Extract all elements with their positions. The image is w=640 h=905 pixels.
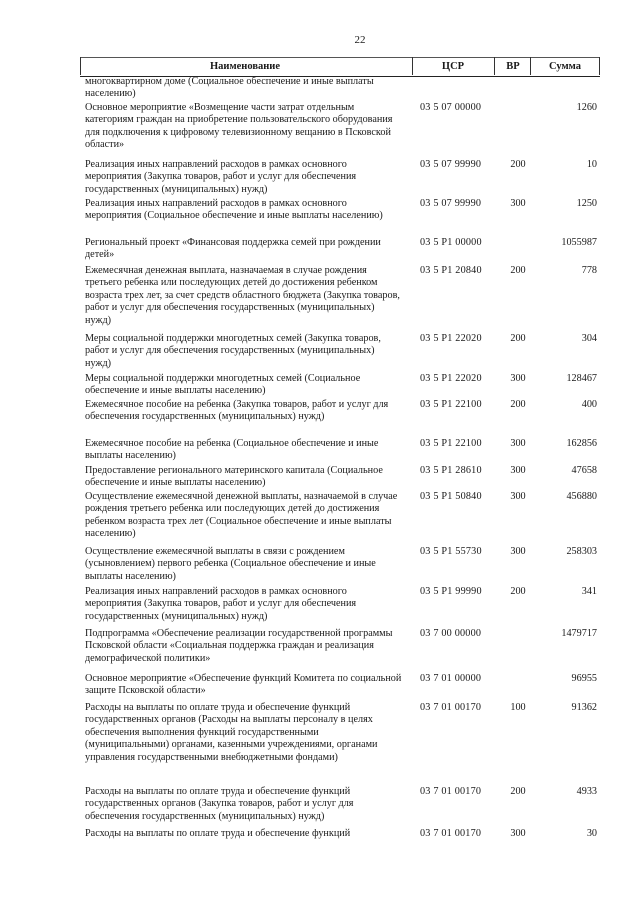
row-csr: 03 7 01 00170 xyxy=(420,786,482,797)
row-name: Реализация иных направлений расходов в рамках основного мероприятия (Закупка товаров, работ и услуг для обеспечения государственных (муниципальных) нужд) xyxy=(85,159,357,195)
row-name: Подпрограмма «Обеспечение реализации государственной программы Псковской области «Социальная поддержка граждан и реализация демографической политики» xyxy=(85,628,393,664)
row-name: Основное мероприятие «Возмещение части затрат отдельным категориям граждан на приобретение пользовательского оборудования для подключения к цифровому телевизионному вещанию в Псковской области» xyxy=(85,102,393,151)
row-csr: 03 5 07 99990 xyxy=(420,159,482,170)
row-csr: 03 5 07 99990 xyxy=(420,198,482,209)
row-csr: 03 7 01 00170 xyxy=(420,702,482,713)
row-vr: 300 xyxy=(510,465,526,476)
row-name: Ежемесячное пособие на ребенка (Социальное обеспечение и иные выплаты населению) xyxy=(85,438,379,462)
header-divider xyxy=(530,57,531,75)
row-sum: 456880 xyxy=(566,491,597,502)
row-csr: 03 5 P1 00000 xyxy=(420,237,482,248)
row-name: Расходы на выплаты по оплате труда и обеспечение функций государственных органов (Расходы на выплаты персоналу в целях обеспечения выполнения функций государственными (муниципальными) органами, казенными учреждениями, органами управления государственными внебюджетными фондами) xyxy=(85,702,378,763)
row-name: Осуществление ежемесячной денежной выплаты, назначаемой в случае рождения третьего ребенка или последующих детей до достижения ребенком возраста трех лет (Социальное обеспечение и иные выплаты населению) xyxy=(85,491,398,540)
row-csr: 03 7 00 00000 xyxy=(420,628,482,639)
row-name: Предоставление регионального материнского капитала (Социальное обеспечение и иные выплаты населению) xyxy=(85,465,383,489)
row-sum: 30 xyxy=(586,828,597,839)
row-vr: 300 xyxy=(510,438,526,449)
row-csr: 03 7 01 00000 xyxy=(420,673,482,684)
row-name: Ежемесячная денежная выплата, назначаемая в случае рождения третьего ребенка или последующих детей до достижения ребенком возраста трех лет, за счет средств областного бюджета (Закупка товаров, работ и услуг для обеспечения государственных (муниципальных) нужд) xyxy=(85,265,400,326)
row-name: Осуществление ежемесячной выплаты в связи с рождением (усыновлением) первого ребенка (Социальное обеспечение и иные выплаты населению) xyxy=(85,546,376,582)
header-sum: Сумма xyxy=(549,61,581,72)
header-divider xyxy=(494,57,495,75)
row-name: Расходы на выплаты по оплате труда и обеспечение функций xyxy=(85,828,351,839)
header-divider xyxy=(599,57,600,75)
row-csr: 03 5 P1 28610 xyxy=(420,465,482,476)
header-name: Наименование xyxy=(210,61,280,72)
row-name: Основное мероприятие «Обеспечение функций Комитета по социальной защите Псковской области» xyxy=(85,673,402,697)
row-csr: 03 5 P1 22020 xyxy=(420,373,482,384)
row-vr: 200 xyxy=(510,333,526,344)
row-sum: 304 xyxy=(581,333,597,344)
row-sum: 4933 xyxy=(576,786,597,797)
row-csr: 03 5 P1 55730 xyxy=(420,546,482,557)
row-sum: 1479717 xyxy=(561,628,597,639)
header-divider xyxy=(412,57,413,75)
row-sum: 258303 xyxy=(566,546,597,557)
row-sum: 162856 xyxy=(566,438,597,449)
row-csr: 03 7 01 00170 xyxy=(420,828,482,839)
row-name: многоквартирном доме (Социальное обеспечение и иные выплаты населению) xyxy=(85,76,374,100)
row-vr: 300 xyxy=(510,373,526,384)
row-sum: 10 xyxy=(586,159,597,170)
header-divider xyxy=(80,57,81,75)
row-csr: 03 5 07 00000 xyxy=(420,102,482,113)
row-sum: 47658 xyxy=(571,465,597,476)
row-vr: 200 xyxy=(510,786,526,797)
table-header xyxy=(80,57,600,77)
row-sum: 400 xyxy=(581,399,597,410)
row-sum: 1250 xyxy=(576,198,597,209)
row-name: Расходы на выплаты по оплате труда и обеспечение функций государственных органов (Закупка товаров, работ и услуг для обеспечения государственных (муниципальных) нужд) xyxy=(85,786,354,822)
row-vr: 100 xyxy=(510,702,526,713)
row-name: Реализация иных направлений расходов в рамках основного мероприятия (Закупка товаров, работ и услуг для обеспечения государственных (муниципальных) нужд) xyxy=(85,586,357,622)
row-vr: 200 xyxy=(510,265,526,276)
row-name: Меры социальной поддержки многодетных семей (Закупка товаров, работ и услуг для обеспечения государственных (муниципальных) нужд) xyxy=(85,333,381,369)
row-name: Региональный проект «Финансовая поддержка семей при рождении детей» xyxy=(85,237,381,261)
row-vr: 200 xyxy=(510,159,526,170)
row-csr: 03 5 P1 99990 xyxy=(420,586,482,597)
row-csr: 03 5 P1 50840 xyxy=(420,491,482,502)
row-sum: 778 xyxy=(581,265,597,276)
header-vr: ВР xyxy=(506,61,520,72)
row-name: Ежемесячное пособие на ребенка (Закупка товаров, работ и услуг для обеспечения государственных (муниципальных) нужд) xyxy=(85,399,389,423)
page-number: 22 xyxy=(354,34,366,46)
row-vr: 300 xyxy=(510,546,526,557)
row-sum: 341 xyxy=(581,586,597,597)
row-vr: 200 xyxy=(510,399,526,410)
row-vr: 300 xyxy=(510,491,526,502)
row-sum: 1055987 xyxy=(561,237,597,248)
row-csr: 03 5 P1 22100 xyxy=(420,438,482,449)
row-vr: 300 xyxy=(510,198,526,209)
row-csr: 03 5 P1 22100 xyxy=(420,399,482,410)
row-vr: 300 xyxy=(510,828,526,839)
row-sum: 91362 xyxy=(571,702,597,713)
header-csr: ЦСР xyxy=(441,61,465,72)
row-name: Меры социальной поддержки многодетных семей (Социальное обеспечение и иные выплаты населению) xyxy=(85,373,361,397)
row-csr: 03 5 P1 20840 xyxy=(420,265,482,276)
row-sum: 128467 xyxy=(566,373,597,384)
row-name: Реализация иных направлений расходов в рамках основного мероприятия (Социальное обеспечение и иные выплаты населению) xyxy=(85,198,383,222)
row-sum: 1260 xyxy=(576,102,597,113)
row-vr: 200 xyxy=(510,586,526,597)
row-csr: 03 5 P1 22020 xyxy=(420,333,482,344)
row-sum: 96955 xyxy=(571,673,597,684)
